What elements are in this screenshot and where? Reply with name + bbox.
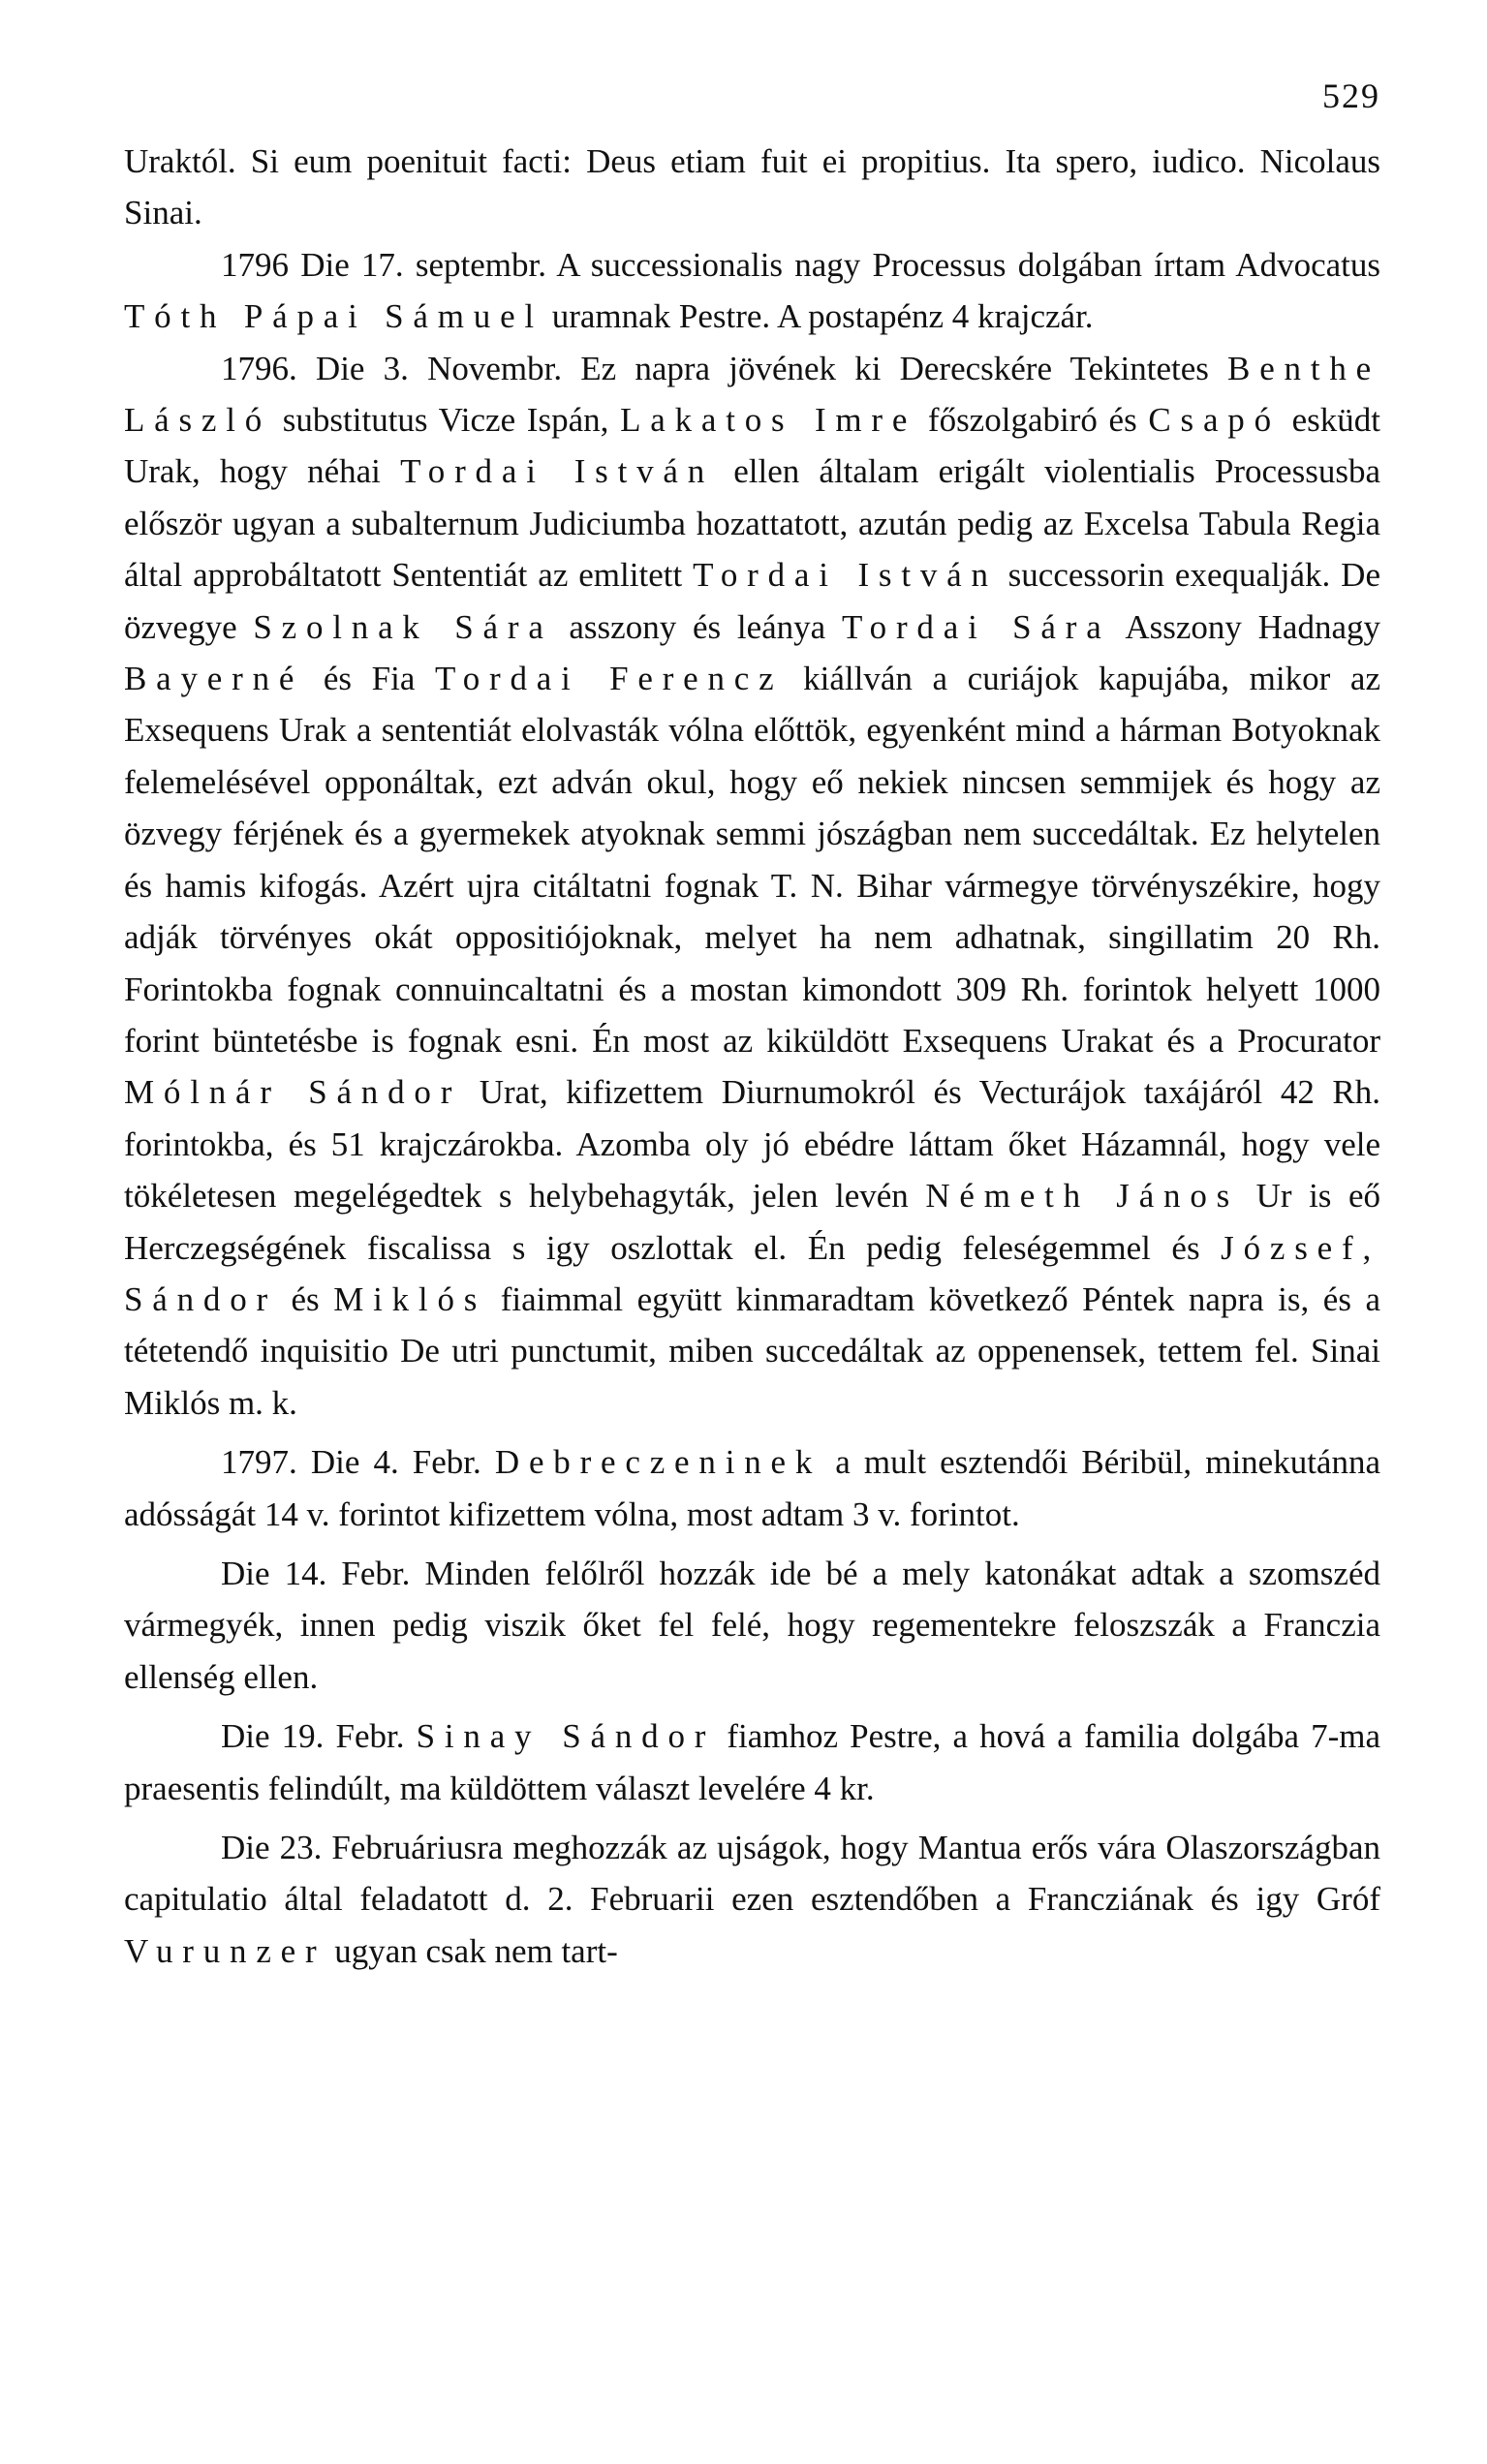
- text-run: uramnak Pestre. A postapénz 4 krajczár.: [542, 297, 1094, 336]
- paragraph: [124, 136, 1380, 239]
- page-body-text: [124, 136, 1380, 1977]
- text-run: és: [276, 1279, 334, 1318]
- spaced-name: Tordai István: [693, 556, 998, 595]
- spaced-name: Vurunzer: [124, 1931, 326, 1970]
- text-run: fiaimmal együtt kinmaradtam következő Péntek napra is, és a tétetendő inquisitio De utri punctumit, miben succedáltak az oppenensek, tettem fel. Sinai Miklós m. k.: [124, 1279, 1380, 1422]
- text-run: successorin exequalják. De özvegye: [124, 556, 1380, 646]
- paragraph: [124, 1436, 1380, 1540]
- spaced-name: Tordai Sára: [841, 607, 1111, 646]
- text-run: 1796 Die 17. septembr. A successionalis nagy Processus dolgában írtam Advocatus: [221, 245, 1380, 284]
- text-run: substitutus Vicze Ispán,: [271, 401, 621, 440]
- paragraph: [124, 1822, 1380, 1977]
- text-run: 1797. Die 4. Febr.: [221, 1443, 495, 1482]
- text-run: Die 19. Febr.: [221, 1717, 417, 1756]
- spaced-name: Németh János: [925, 1177, 1240, 1216]
- spaced-name: Szolnak Sára: [253, 607, 553, 646]
- text-run: ellen általam erigált violentialis Processusba először ugyan a subalternum Judiciumba hozattatott, azután pedig az Excelsa Tabula Regia által approbáltatott Sententiát az emlitett: [124, 452, 1380, 595]
- text-run: Die 23. Februáriusra meghozzák az ujságok, hogy Mantua erős vára Olaszországban capitulatio által feladatott d. 2. Februarii ezen esztendőben a Francziának és igy Gróf: [124, 1829, 1380, 1919]
- text-run: kiállván a curiájok kapujába, mikor az Exsequens Urak a sententiát elolvasták vólna előttök, egyenként mind a hárman Botyoknak felemelésével opponáltak, ezt adván okul, hogy eő nekiek nincsen semmijek és hogy az özvegy férjének és a gyermekek atyoknak semmi jószágban nem succedáltak. Ez helytelen és hamis kifogás. Azért ujra citáltatni fognak T. N. Bihar vármegye törvényszékire, hogy adják törvényes okát oppositiójoknak, melyet ha nem adhatnak, singillatim 20 Rh. Forintokba fognak connuincaltatni és a mostan kimondott 309 Rh. forintok helyett 1000 forint büntetésbe is fognak esni. Én most az kiküldött Exsequens Urakat és a Procurator: [124, 660, 1380, 1060]
- text-run: a mult esztendői Béribül, minekutánna adósságát 14 v. forintot kifizettem vólna, most adtam 3 v. forintot.: [124, 1443, 1381, 1533]
- spaced-name: Tordai István: [400, 452, 715, 491]
- spaced-name: Tordai Ferencz: [435, 660, 784, 698]
- spaced-name: Lakatos Imre: [620, 401, 917, 440]
- spaced-name: Sinay Sándor: [416, 1717, 716, 1756]
- text-run: esküdt Urak, hogy néhai: [124, 401, 1380, 491]
- text-run: ugyan csak nem tart-: [325, 1931, 618, 1970]
- text-run: Ur is eő Herczegségének fiscalissa s igy oszlottak el. Én pedig feleségemmel és: [124, 1177, 1380, 1267]
- spaced-name: Benthe László: [124, 349, 1380, 440]
- text-run: fiamhoz Pestre, a hová a familia dolgába 7-ma praesentis felindúlt, ma küldöttem választ levelére 4 kr.: [124, 1717, 1380, 1807]
- spaced-name: Bayerné: [124, 660, 304, 698]
- spaced-name: Debreczeninek: [494, 1443, 822, 1482]
- text-run: Die 14. Febr. Minden felőlről hozzák ide bé a mely katonákat adtak a szomszéd vármegyék, innen pedig viszik őket fel felé, hogy regementekre feloszszák a Franczia ellenség ellen.: [124, 1554, 1380, 1696]
- text-run: 1796. Die 3. Novembr. Ez napra jövének ki Derecskére Tekintetes: [221, 349, 1228, 387]
- text-run: Urat, kifizettem Diurnumokról és Vecturájok taxájáról 42 Rh. forintokba, és 51 krajczárokba. Azomba oly jó ebédre láttam őket Házamnál, hogy vele tökéletesen megelégedtek s helybehagyták, jelen levén: [124, 1073, 1381, 1216]
- text-run: és Fia: [303, 660, 436, 698]
- page-number: 529: [1322, 77, 1380, 115]
- spaced-name: Mólnár Sándor: [124, 1073, 462, 1112]
- text-run: főszolgabiró és: [916, 401, 1149, 440]
- paragraph: [124, 1710, 1380, 1814]
- paragraph: [124, 1548, 1380, 1703]
- text-run: Uraktól. Si eum poenituit facti: Deus etiam fuit ei propitius. Ita spero, iudico. Nicolaus Sinai.: [124, 142, 1380, 232]
- spaced-name: József, Sándor: [124, 1228, 1380, 1318]
- paragraph: [124, 343, 1380, 1430]
- spaced-name: Csapó: [1148, 401, 1281, 440]
- spaced-name: Miklós: [333, 1279, 487, 1318]
- text-run: Asszony Hadnagy: [1110, 607, 1380, 646]
- paragraph: [124, 239, 1380, 343]
- spaced-name: Tóth Pápai Sámuel: [124, 297, 543, 336]
- text-run: asszony és leánya: [552, 607, 842, 646]
